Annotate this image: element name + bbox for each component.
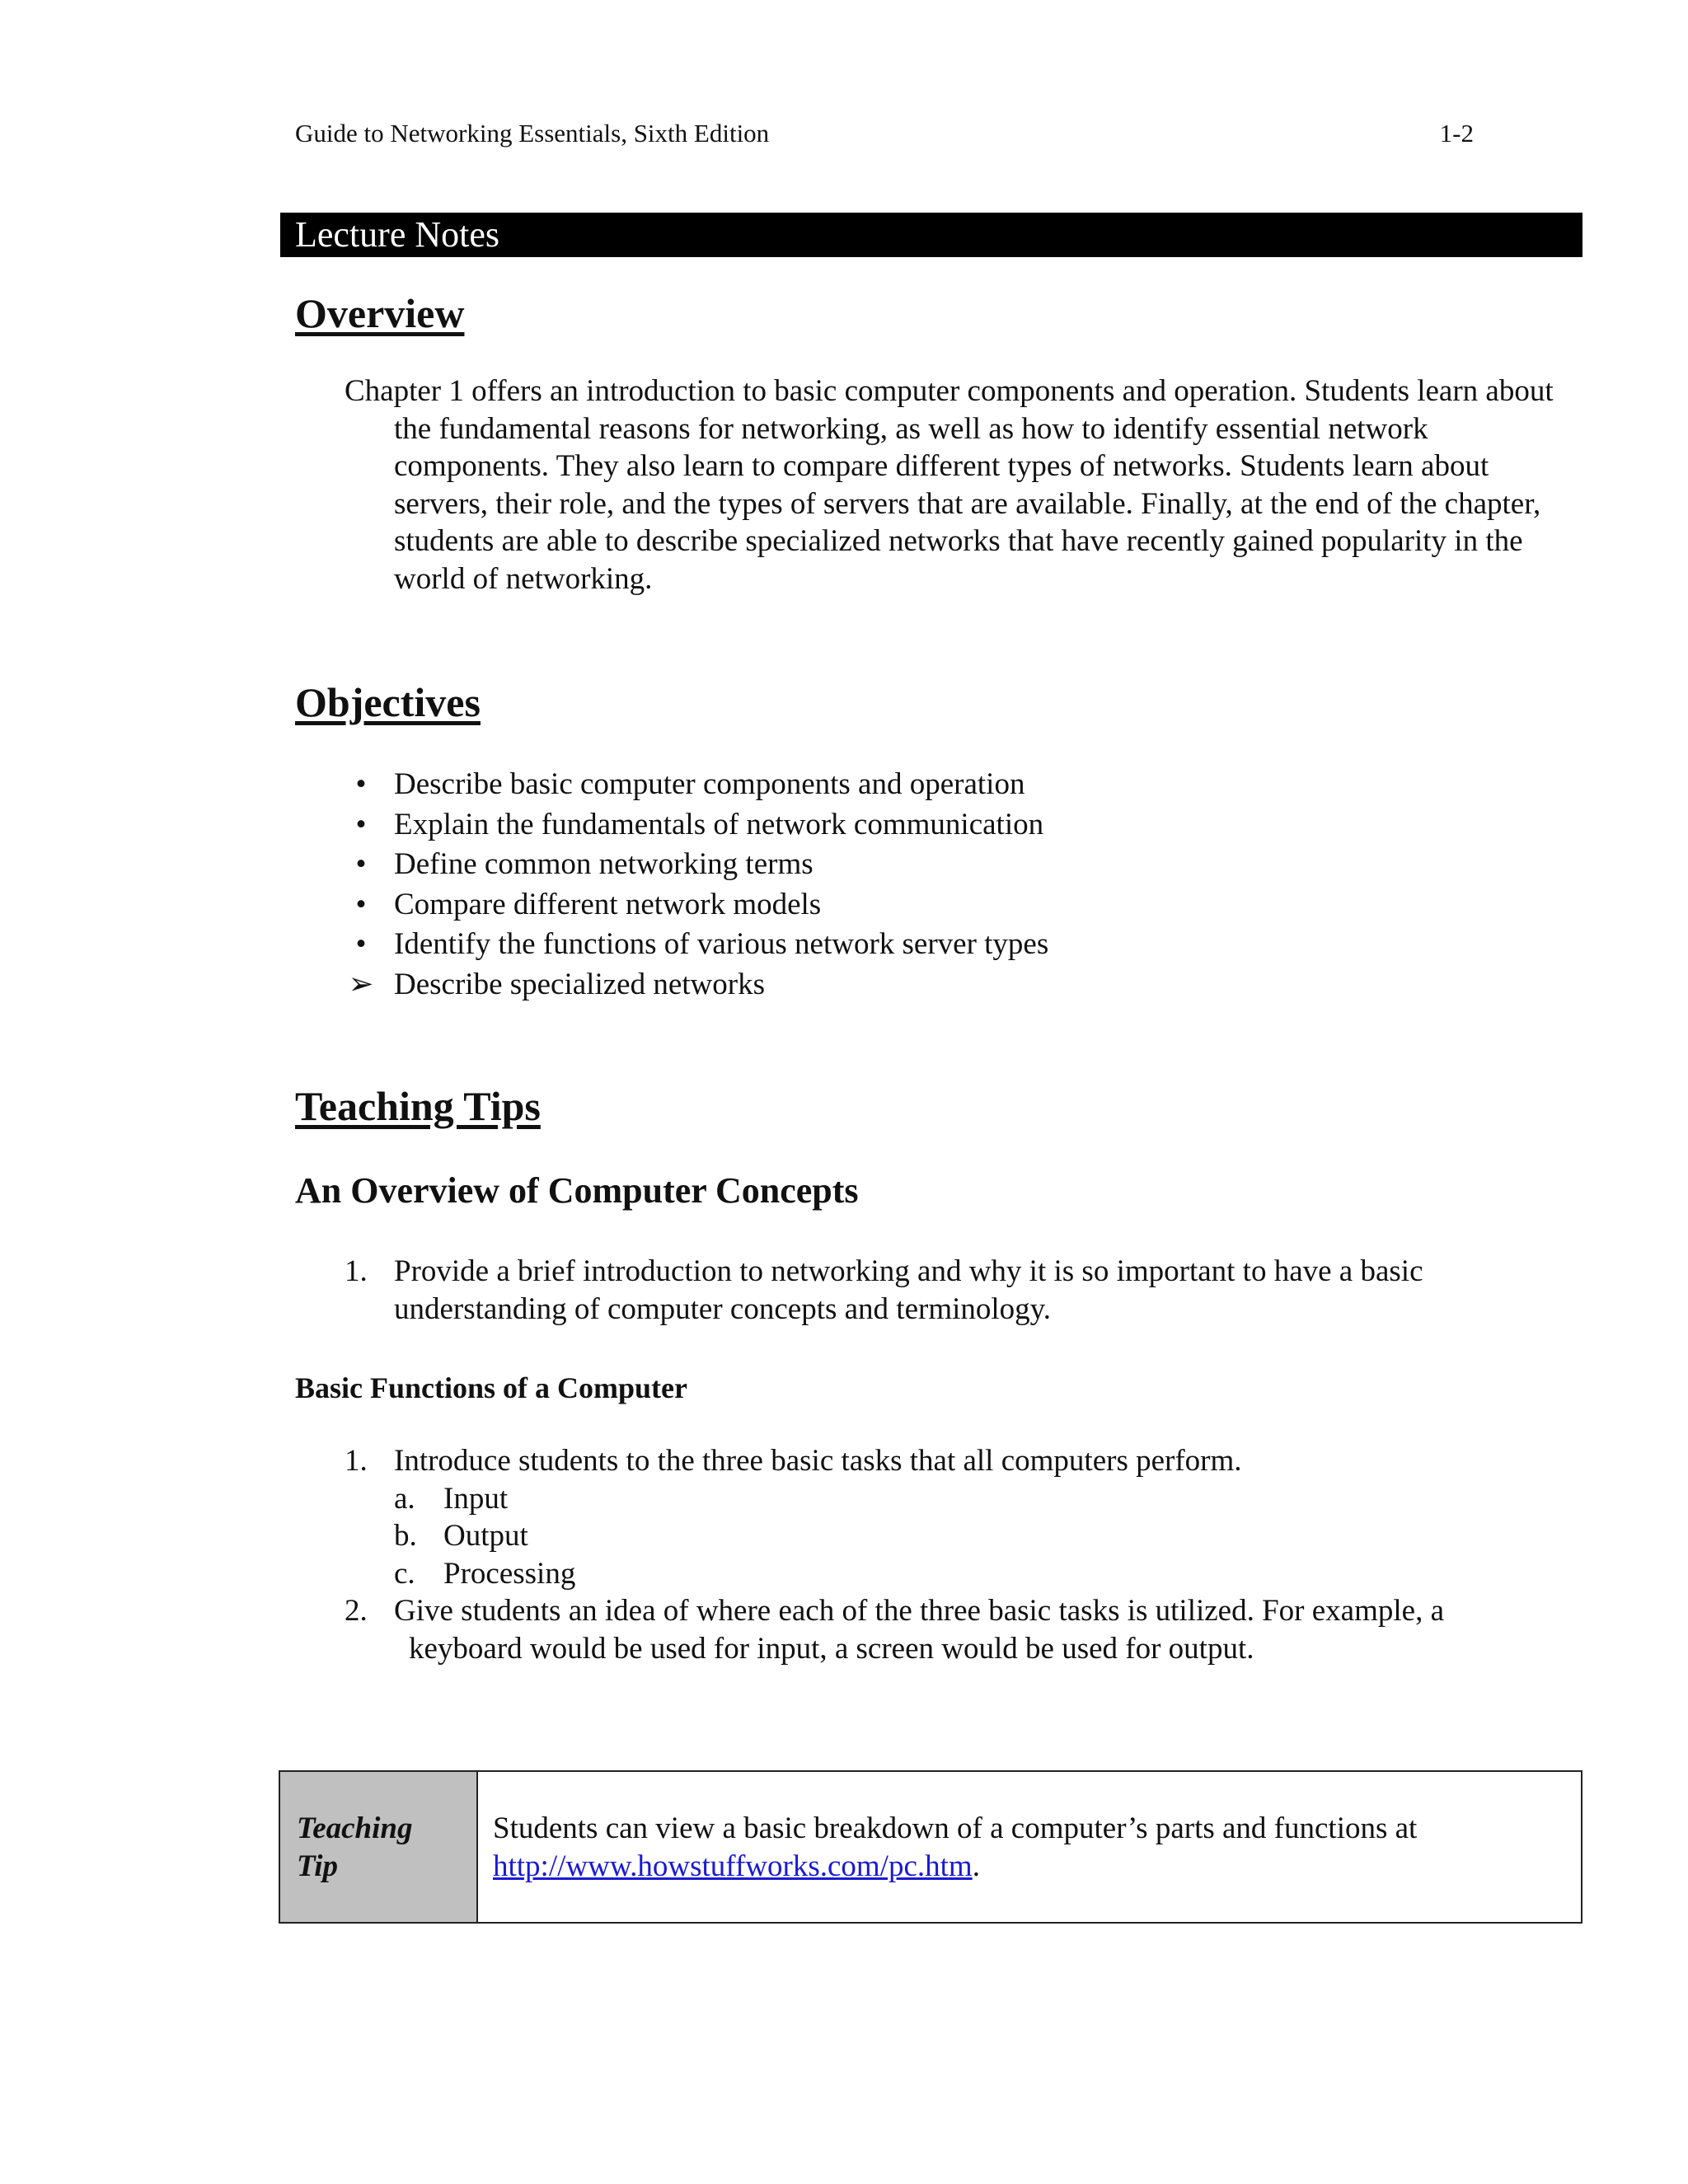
sub-item-text: Input — [443, 1481, 509, 1516]
sub-item-text: Processing — [443, 1556, 576, 1591]
item-number: 1. — [345, 1254, 368, 1288]
list-item — [345, 1592, 1556, 1667]
objectives-heading: Objectives — [295, 679, 481, 725]
bullet-icon: • — [355, 767, 367, 801]
tip-label-line1: Teaching — [297, 1811, 413, 1845]
bullet-icon: • — [355, 847, 367, 881]
page-number: 1-2 — [1439, 119, 1474, 148]
item-text: Provide a brief introduction to networking and why it is so important to have a basic understanding of computer concepts and terminology. — [394, 1254, 1423, 1326]
item-number: 2. — [345, 1594, 368, 1629]
sub-item-letter: b. — [394, 1519, 417, 1554]
list-item — [345, 765, 1048, 805]
sub-list-item — [394, 1555, 1556, 1593]
teaching-tip-box — [279, 1770, 1582, 1924]
subsection-numbered-list — [345, 1442, 1556, 1668]
sub-item-text: Output — [443, 1519, 528, 1554]
objective-text: Identify the functions of various network server types — [394, 927, 1049, 961]
item-text: Introduce students to the three basic tasks that all computers perform. — [394, 1444, 1242, 1478]
tip-text: Students can view a basic breakdown of a computer’s parts and functions at — [493, 1811, 1418, 1845]
list-item — [345, 845, 1048, 885]
teaching-tips-heading: Teaching Tips — [295, 1083, 541, 1129]
arrow-bullet-icon: ➢ — [348, 967, 374, 1001]
subsection-title: Basic Functions of a Computer — [295, 1371, 687, 1404]
running-header — [295, 117, 1474, 150]
sub-list — [394, 1480, 1556, 1593]
tip-label-line2: Tip — [297, 1849, 339, 1883]
section-numbered-list — [345, 1253, 1556, 1328]
sub-list-item — [394, 1480, 1556, 1518]
objective-text: Define common networking terms — [394, 847, 814, 881]
book-title: Guide to Networking Essentials, Sixth Edition — [295, 119, 770, 148]
howstuffworks-link[interactable]: http://www.howstuffworks.com/pc.htm — [493, 1849, 973, 1883]
list-item — [345, 805, 1048, 846]
overview-paragraph: Chapter 1 offers an introduction to basic computer components and operation. Students learn about the fundamental reasons for networking, as well as how to identify essential network components. They also learn to compare different types of networks. Students learn about servers, their role, and the types of servers that are available. Finally, at the end of the chapter, students are able to describe specialized networks that have recently gained popularity in the world of networking. — [345, 374, 1554, 596]
teaching-tip-label — [280, 1772, 478, 1922]
teaching-tip-body — [478, 1772, 1581, 1922]
item-text-line1: Give students an idea of where each of the three basic tasks is utilized. For example, a — [394, 1594, 1445, 1629]
list-item — [345, 925, 1048, 965]
sub-list-item — [394, 1517, 1556, 1555]
lecture-notes-banner: Lecture Notes — [280, 213, 1582, 257]
item-number: 1. — [345, 1444, 368, 1478]
objectives-list — [345, 765, 1048, 1005]
objective-text: Describe specialized networks — [394, 967, 765, 1001]
overview-heading: Overview — [295, 290, 465, 336]
objective-text: Explain the fundamentals of network communication — [394, 807, 1044, 841]
sub-item-letter: a. — [394, 1481, 415, 1516]
section-title: An Overview of Computer Concepts — [295, 1170, 859, 1211]
tip-trailing-period: . — [972, 1849, 980, 1883]
sub-item-letter: c. — [394, 1556, 415, 1591]
list-item — [345, 885, 1048, 926]
item-text-line2: keyboard would be used for input, a screen would be used for output. — [409, 1631, 1254, 1666]
list-item — [345, 965, 1048, 1005]
bullet-icon: • — [355, 927, 367, 961]
objective-text: Compare different network models — [394, 887, 822, 921]
list-item — [345, 1253, 1556, 1328]
objective-text: Describe basic computer components and operation — [394, 767, 1025, 801]
list-item — [345, 1442, 1556, 1592]
bullet-icon: • — [355, 807, 367, 841]
bullet-icon: • — [355, 887, 367, 921]
